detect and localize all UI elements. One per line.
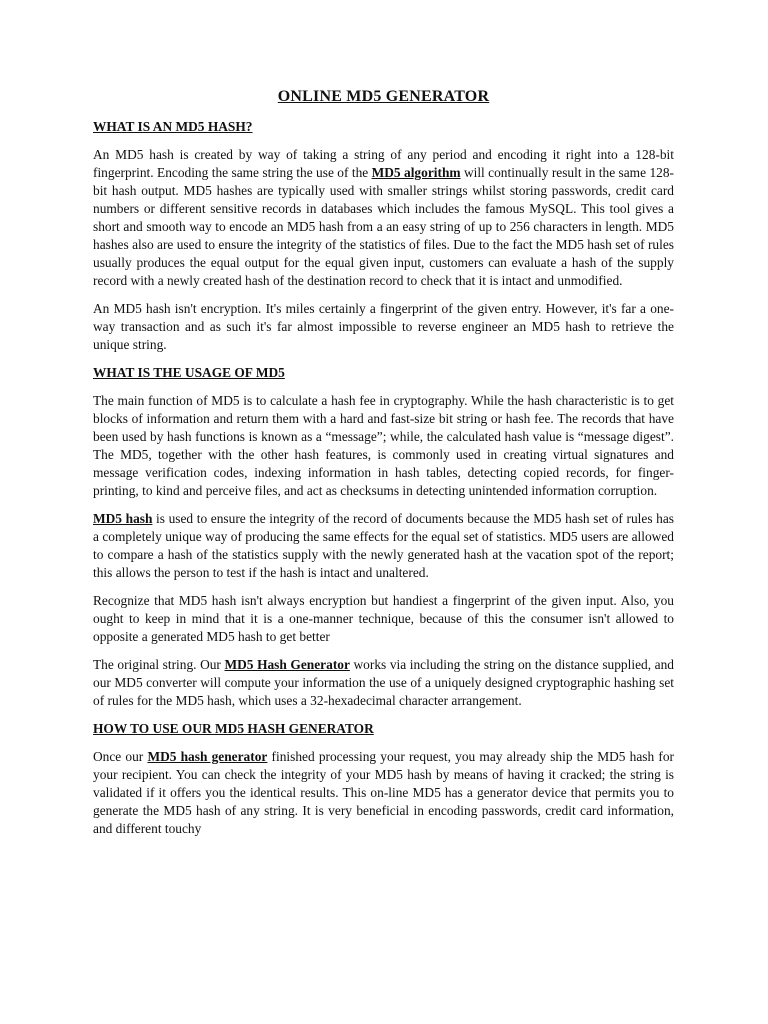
md5-hash-generator-link-2[interactable]: MD5 hash generator	[147, 749, 268, 764]
paragraph-md5-intro	[93, 146, 674, 290]
paragraph-main-function: The main function of MD5 is to calculate a hash fee in cryptography. While the hash characteristic is to get blocks of information and return them with a hard and fast-size bit string or hash fee. The records that have been used by hash functions is known as a “message”; while, the calculated hash value is “message digest”. The MD5, together with the other hash features, is commonly used in creating virtual signatures and message verification codes, indexing information in hash tables, detecting copied records, for finger-printing, to kind and perceive files, and act as checksums in detecting unintended information corruption.	[93, 393, 674, 498]
paragraph-text: works via including the string on the distance supplied, and our MD5 converter will compute your information the use of a uniquely designed cryptographic hashing set of rules for the MD5 hash, which uses a 32-hexadecimal character arrangement.	[93, 657, 674, 708]
section-heading-how-to-use: HOW TO USE OUR MD5 HASH GENERATOR	[93, 721, 374, 736]
md5-hash-generator-link[interactable]: MD5 Hash Generator	[224, 657, 350, 672]
md5-hash-link[interactable]: MD5 hash	[93, 511, 153, 526]
paragraph-text: finished processing your request, you may already ship the MD5 hash for your recipient. You can check the integrity of your MD5 hash by means of having it cracked; the string is validated if it offers you the identical results. This on-line MD5 has a generator device that permits you to generate the MD5 hash of any string. It is very beneficial in encoding passwords, credit card information, and different touchy	[93, 749, 674, 836]
md5-algorithm-link[interactable]: MD5 algorithm	[371, 165, 461, 180]
paragraph-text: will continually result in the same 128-bit hash output. MD5 hashes are typically used with smaller strings whilst storing passwords, credit card numbers or different sensitive records in databases which includes the famous MySQL. This tool gives a short and smooth way to encode an MD5 hash from a an easy string of up to 256 characters in length. MD5 hashes also are used to ensure the integrity of the statistics of files. Due to the fact the MD5 hash set of rules usually produces the equal output for the equal given input, customers can evaluate a hash of the supply record with a newly created hash of the destination record to check that it is intact and unmodified.	[93, 165, 674, 288]
paragraph-original-string	[93, 656, 674, 710]
section-heading-what-is-md5: WHAT IS AN MD5 HASH?	[93, 119, 253, 134]
paragraph-text: is used to ensure the integrity of the record of documents because the MD5 hash set of rules has a completely unique way of producing the same effects for the equal set of statistics. MD5 users are allowed to compare a hash of the statistics supply with the newly generated hash at the vacation spot of the report; this allows the person to test if the hash is intact and unaltered.	[93, 511, 674, 580]
paragraph-text: The original string. Our	[93, 657, 225, 672]
paragraph-text: Once our	[93, 749, 148, 764]
paragraph-once-our-generator	[93, 748, 674, 838]
page-title: ONLINE MD5 GENERATOR	[277, 88, 490, 105]
paragraph-text: An MD5 hash is created by way of taking a string of any period and encoding it right into a 128-bit fingerprint. Encoding the same string the use of the	[93, 147, 674, 180]
document-page	[93, 86, 674, 848]
section-heading-usage-of-md5: WHAT IS THE USAGE OF MD5	[93, 365, 285, 380]
paragraph-not-encryption: An MD5 hash isn't encryption. It's miles certainly a fingerprint of the given entry. However, it's far a one-way transaction and as such it's far almost impossible to reverse engineer an MD5 hash to retrieve the unique string.	[93, 301, 674, 352]
paragraph-recognize: Recognize that MD5 hash isn't always encryption but handiest a fingerprint of the given input. Also, you ought to keep in mind that it is a one-manner technique, because of this the consumer isn't allowed to opposite a generated MD5 hash to get better	[93, 593, 674, 644]
paragraph-md5-hash-integrity	[93, 510, 674, 582]
